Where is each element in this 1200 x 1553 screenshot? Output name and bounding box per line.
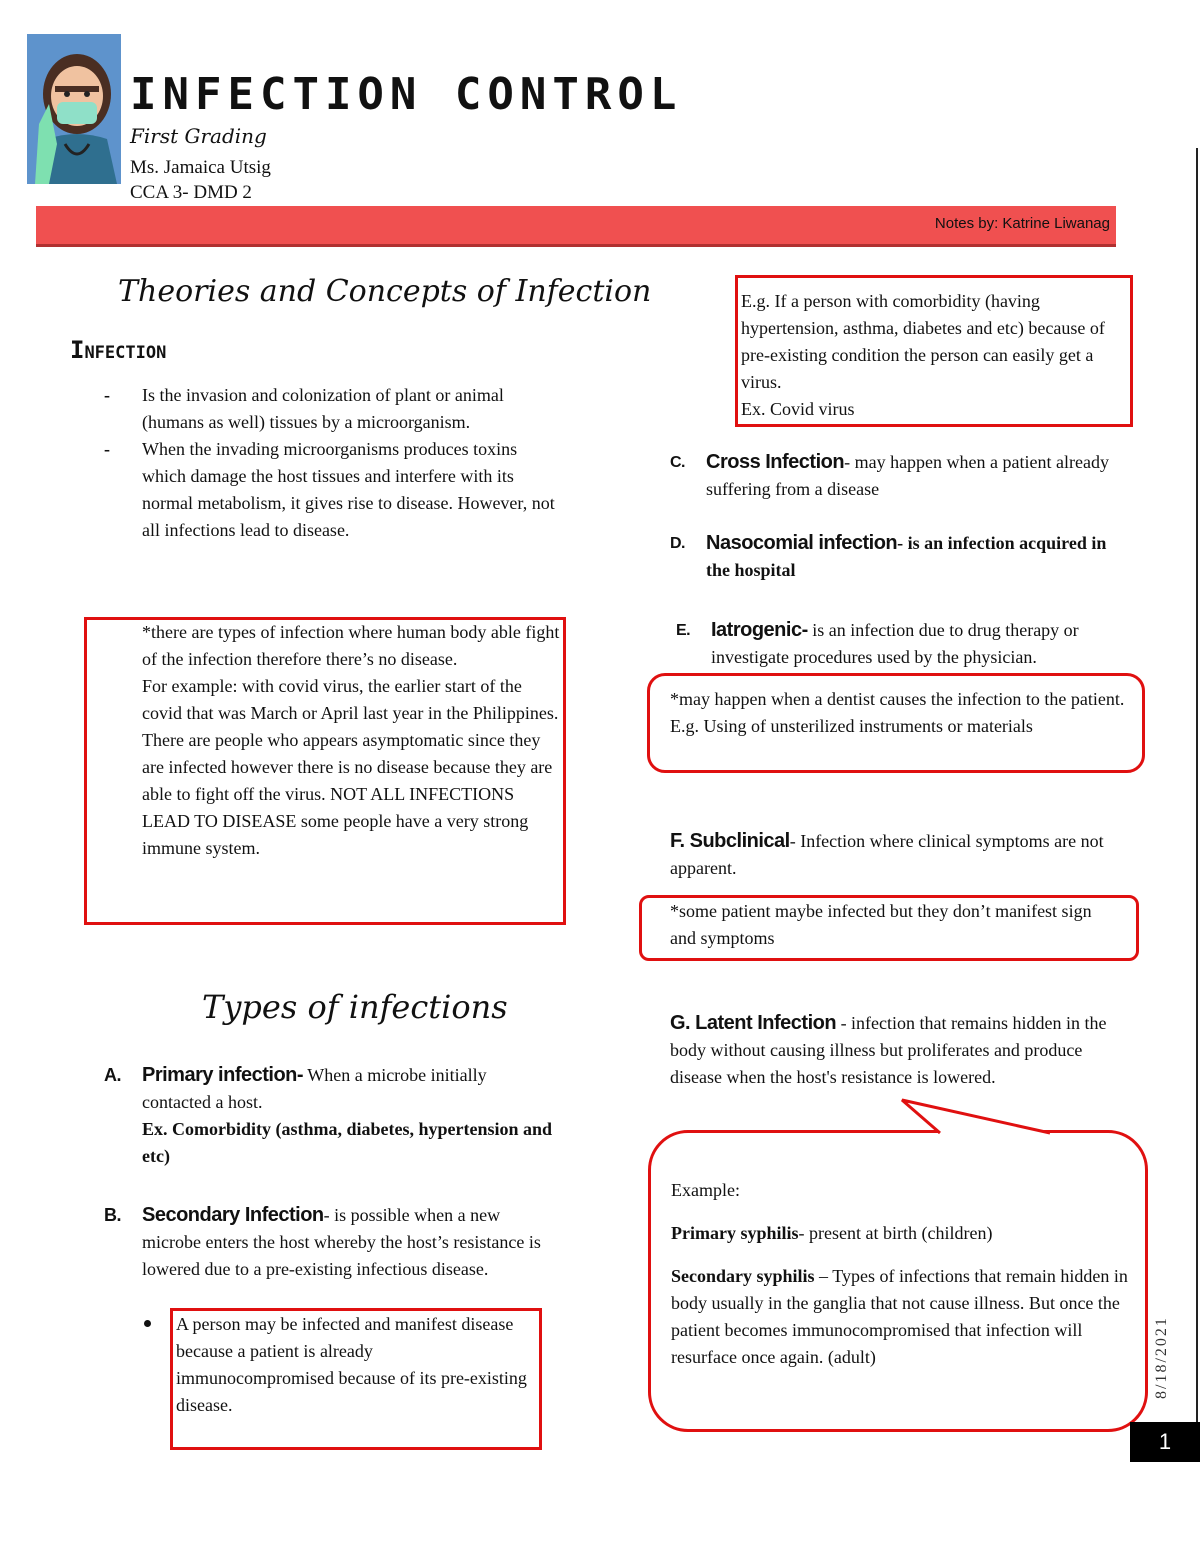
teacher-name: Ms. Jamaica Utsig <box>130 157 271 178</box>
type-term: Primary infection- <box>142 1064 304 1086</box>
dash-marker: - <box>104 385 110 405</box>
type-d <box>670 530 1120 584</box>
note-box-e-text: *may happen when a dentist causes the infection to the patient. E.g. Using of unsterilized instruments or materials <box>670 689 1125 736</box>
list-item <box>100 382 560 436</box>
type-marker: A. <box>104 1065 121 1085</box>
note-box-f-text: *some patient maybe infected but they don’t manifest sign and symptoms <box>670 901 1092 948</box>
type-desc: When a microbe initially contacted a host. <box>142 1065 487 1112</box>
example-bubble-text <box>671 1177 1133 1371</box>
margin-line <box>1196 148 1198 1428</box>
bullet-text: When the invading microorganisms produces toxins which damage the host tissues and interfere with its normal metabolism, it gives rise to disease. However, not all infections lead to disease. <box>142 439 555 540</box>
list-item <box>100 436 560 544</box>
bubble-pointer <box>890 1094 1060 1136</box>
grading-subtitle: First Grading <box>130 124 267 148</box>
page-number: 1 <box>1130 1422 1200 1462</box>
note-box-b-text: A person may be infected and manifest disease because a patient is already immunocompromised because of its pre-existing disease. <box>176 1314 527 1415</box>
example-term: Secondary syphilis <box>671 1266 815 1286</box>
type-example: Ex. Comorbidity (asthma, diabetes, hypertension and etc) <box>142 1119 553 1166</box>
type-desc: - is possible when a new microbe enters the host whereby the host’s resistance is lowered due to a pre-existing infectious disease. <box>142 1205 541 1279</box>
type-marker: D. <box>670 535 685 552</box>
type-term: F. Subclinical <box>670 830 790 852</box>
type-c <box>670 449 1120 503</box>
type-term: Secondary Infection <box>142 1204 324 1226</box>
type-g <box>670 1010 1128 1091</box>
type-desc: - is an infection acquired in the hospital <box>706 533 1107 580</box>
note-text: For example: with covid virus, the earlier start of the covid that was March or April last year in the Philippines. There are people who appears asymptomatic since they are infected however there is no disease because they are able to fight off the virus. NOT ALL INFECTIONS LEAD TO DISEASE some people have a very strong immune system. <box>142 676 559 858</box>
type-desc: - infection that remains hidden in the body without causing illness but proliferates and produce disease when the host's resistance is lowered. <box>670 1013 1107 1087</box>
note-text: *there are types of infection where human body able fight of the infection therefore there’s no disease. <box>142 622 560 669</box>
bullet-text: Is the invasion and colonization of plant or animal (humans as well) tissues by a microorganism. <box>142 385 504 432</box>
bullet-list <box>100 382 560 544</box>
dash-marker: - <box>104 439 110 459</box>
nurse-avatar-icon <box>27 34 121 184</box>
notes-by: Notes by: Katrine Liwanag <box>934 215 1110 232</box>
example-2 <box>671 1263 1133 1371</box>
example-1 <box>671 1220 1133 1247</box>
type-desc: is an infection due to drug therapy or investigate procedures used by the physician. <box>711 620 1079 667</box>
type-marker: E. <box>676 622 691 639</box>
type-f <box>670 828 1120 882</box>
header-banner <box>36 206 1116 244</box>
type-term: G. Latent Infection <box>670 1012 837 1034</box>
example-desc: – Types of infections that remain hidden in body usually in the ganglia that not cause illness. But once the patient becomes immunocompromised that infection will resurface once again. (adult) <box>671 1266 1128 1367</box>
type-term: Iatrogenic- <box>711 619 808 641</box>
example-label: Example: <box>671 1180 740 1200</box>
note-text: E.g. If a person with comorbidity (having hypertension, asthma, diabetes and etc) because of pre-existing condition the person can easily get a virus. <box>741 291 1105 392</box>
note-text: Ex. Covid virus <box>741 399 855 419</box>
type-desc: - may happen when a patient already suffering from a disease <box>706 452 1109 499</box>
types-title: Types of infections <box>202 988 508 1026</box>
type-desc: - Infection where clinical symptoms are not apparent. <box>670 831 1104 878</box>
type-b <box>104 1202 554 1283</box>
course-code: CCA 3- DMD 2 <box>130 182 252 203</box>
type-a <box>104 1062 554 1170</box>
type-marker: C. <box>670 454 685 471</box>
example-desc: - present at birth (children) <box>798 1223 993 1243</box>
note-box-eg-text <box>741 288 1127 423</box>
infection-heading: Infection <box>70 336 167 364</box>
type-e <box>676 617 1126 671</box>
type-marker: B. <box>104 1205 121 1225</box>
example-term: Primary syphilis <box>671 1223 799 1243</box>
document-title: INFECTION CONTROL <box>130 69 683 120</box>
type-term: Cross Infection <box>706 451 845 473</box>
note-box-1-text <box>142 619 560 862</box>
bullet-dot <box>144 1320 151 1327</box>
avatar <box>27 34 121 184</box>
type-term: Nasocomial infection <box>706 532 898 554</box>
date-label: 8/18/2021 <box>1153 1316 1170 1399</box>
section-title: Theories and Concepts of Infection <box>118 274 652 309</box>
